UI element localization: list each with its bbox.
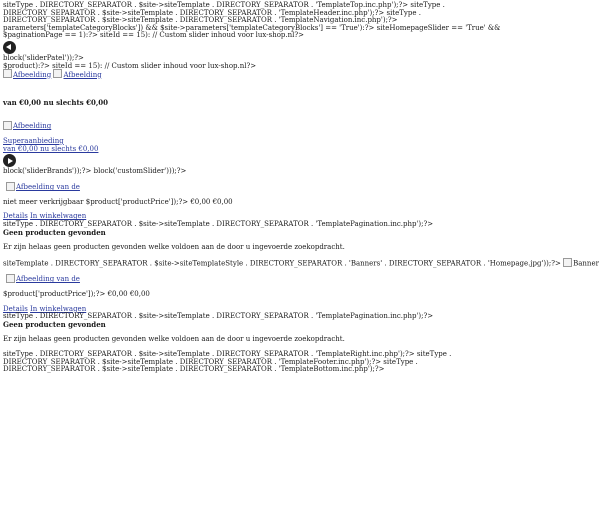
product-image-2[interactable] — [3, 275, 509, 284]
slider-patel-code: block('sliderPatel'));?> — [3, 53, 84, 62]
add-to-cart-link[interactable]: In winkelwagen — [30, 212, 87, 221]
slider-image-alt-2: Afbeelding — [63, 70, 102, 79]
product-image-1[interactable] — [3, 183, 509, 192]
broken-image-icon — [6, 274, 15, 283]
offer-image-alt: Afbeelding — [13, 122, 52, 131]
add-to-cart-link[interactable]: In winkelwagen — [30, 304, 87, 313]
banner-path-code: siteTemplate . DIRECTORY_SEPARATOR . $site->siteTemplateStyle . DIRECTORY_SEPARATOR . 'Banners' . DIRECTORY_SEPARATOR . 'Homepage.jpg'));?> — [3, 259, 561, 268]
offer-image[interactable] — [3, 122, 509, 131]
details-link[interactable]: Details — [3, 212, 28, 221]
broken-image-icon — [53, 69, 62, 78]
pagination-code-1: siteType . DIRECTORY_SEPARATOR . $site->siteTemplate . DIRECTORY_SEPARATOR . 'TemplatePagination.inc.php');?> — [3, 220, 434, 228]
banner-image-alt: Banner — [573, 259, 599, 268]
product-price-code-2: $product['productPrice']);?> €0,00 €0,00 — [3, 289, 150, 298]
slider-image-link-1[interactable] — [3, 71, 51, 79]
details-link[interactable]: Details — [3, 304, 28, 313]
template-footer-code: siteType . DIRECTORY_SEPARATOR . $site->siteTemplate . DIRECTORY_SEPARATOR . 'TemplateRight.inc.php');?> siteType . DIRECTORY_SEPARATOR . $site->siteTemplate . DIRECTORY_SEPARATOR . 'TemplateFooter.inc.php');?> siteType . DIRECTORY_SEPARATOR . $site->siteTemplate . DIRECTORY_SEPARATOR . 'TemplateBottom.inc.php');?> — [3, 349, 452, 374]
offer-title-link[interactable]: Superaanbieding — [3, 136, 64, 145]
offer-image-link[interactable] — [3, 122, 51, 130]
circle-arrow-right-icon[interactable] — [3, 154, 16, 167]
broken-image-icon — [3, 69, 12, 78]
empty-heading-1: Geen producten gevonden — [3, 227, 106, 237]
product-image-link-2[interactable] — [6, 275, 80, 283]
offer-price-link[interactable]: van €0,00 nu slechts €0,00 — [3, 144, 99, 153]
empty-text-1: Er zijn helaas geen producten gevonden welke voldoen aan de door u ingevoerde zoekopdracht. — [3, 243, 345, 252]
empty-text-2: Er zijn helaas geen producten gevonden welke voldoen aan de door u ingevoerde zoekopdracht. — [3, 335, 345, 344]
broken-image-icon — [6, 182, 15, 191]
broken-image-icon — [3, 121, 12, 130]
slider-next-button[interactable] — [3, 154, 509, 167]
broken-image-icon — [563, 258, 572, 267]
banner-row — [3, 259, 599, 268]
pagination-code-2: siteType . DIRECTORY_SEPARATOR . $site->siteTemplate . DIRECTORY_SEPARATOR . 'TemplatePagination.inc.php');?> — [3, 312, 434, 321]
empty-heading-2: Geen producten gevonden — [3, 319, 106, 329]
product-image-alt-1: Afbeelding van de — [16, 183, 80, 192]
product-image-alt-2: Afbeelding van de — [16, 275, 80, 284]
slider-images — [3, 70, 509, 79]
slider-image-alt-1: Afbeelding — [13, 70, 52, 79]
slider-product-code: $product):?> siteId == 15): // Custom slider inhoud voor lux-shop.nl?> — [3, 61, 257, 70]
template-top-code: siteType . DIRECTORY_SEPARATOR . $site->siteTemplate . DIRECTORY_SEPARATOR . 'TemplateTop.inc.php');?> siteType . DIRECTORY_SEPARATOR . $site->siteTemplate . DIRECTORY_SEPARATOR . 'TemplateHeader.inc.php');?> siteType . DIRECTORY_SEPARATOR . $site->siteTemplate . DIRECTORY_SEPARATOR . 'TemplateNavigation.inc.php');?> parameters['templateCategoryBlocks']) && $site->parameters['templateCategoryBlocks'] == 'True'):?> siteHomepageSlider == 'True' && $paginationPage == 1):?> siteId == 15): // Custom slider inhoud voor lux-shop.nl?> — [3, 1, 501, 40]
slider-prev-button[interactable] — [3, 41, 509, 54]
product-price-code-1: niet meer verkrijgbaar $product['productPrice']);?> €0,00 €0,00 — [3, 197, 233, 206]
product-image-link-1[interactable] — [6, 183, 80, 191]
slider-brands-code: block('sliderBrands'));?> block('customSlider')));?> — [3, 167, 187, 176]
circle-arrow-left-icon[interactable] — [3, 41, 16, 54]
offer-headline: van €0,00 nu slechts €0,00 — [3, 98, 109, 108]
slider-image-link-2[interactable] — [53, 71, 101, 79]
page-content — [3, 1, 599, 374]
